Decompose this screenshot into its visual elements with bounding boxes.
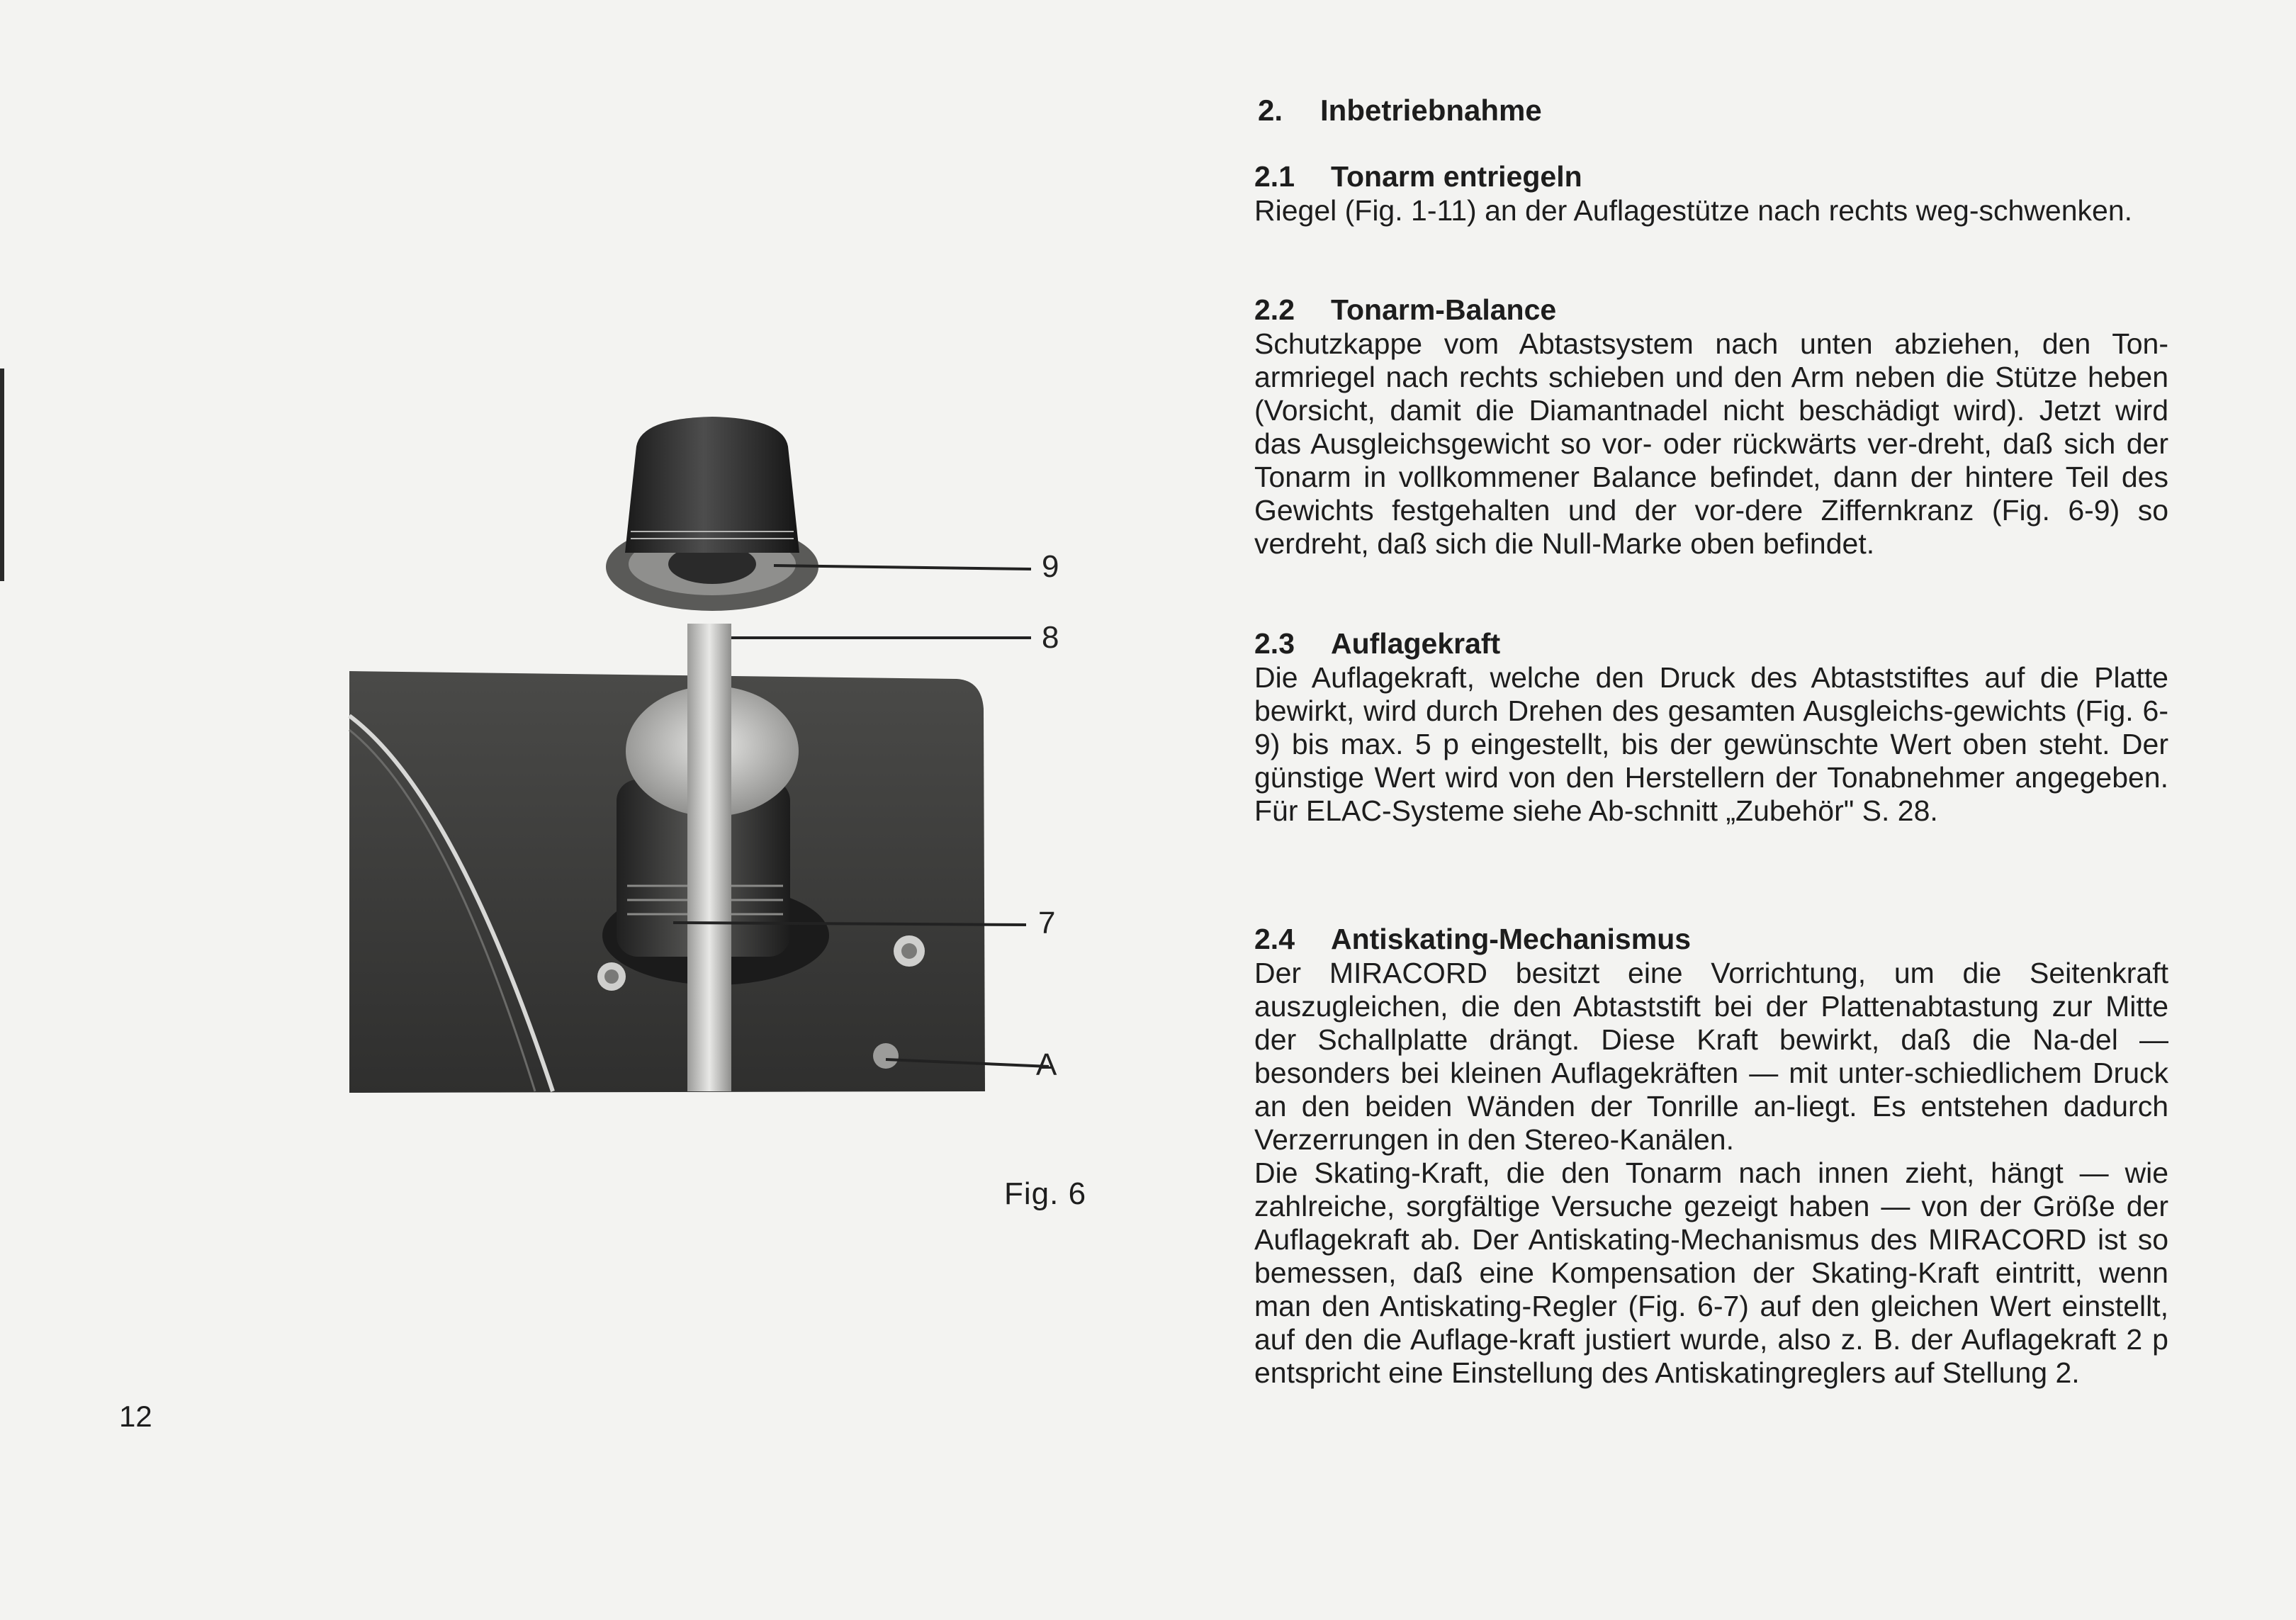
section-heading [1254, 159, 2296, 194]
figure-caption: Fig. 6 [1004, 1176, 1087, 1211]
section-paragraph: Riegel (Fig. 1-11) an der Auflagestütze nach rechts weg-schwenken. [1254, 194, 2133, 227]
section-paragraph: Schutzkappe vom Abtastsystem nach unten abziehen, den Ton-armriegel nach rechts schieben und den Arm neben die Stütze heben (Vorsicht, damit die Diamantnadel nicht beschädigt wird). Jetzt wird das Ausgleichsgewicht so vor- oder rückwärts ver-dreht, daß sich der Tonarm in vollkommener Balance befindet, dann der hintere Teil des Gewichts festgehalten und der vor-dere Ziffernkranz (Fig. 6-9) so verdreht, daß sich die Null-Marke oben befindet. [1254, 327, 2168, 560]
section-2-1 [1254, 159, 2296, 227]
section-title: Auflagekraft [1331, 627, 1501, 660]
section-2-2 [1254, 292, 2296, 561]
callout-8: 8 [1042, 620, 1059, 655]
callout-7: 7 [1038, 906, 1056, 940]
callout-a: A [1036, 1047, 1057, 1082]
section-title: Tonarm entriegeln [1331, 160, 1582, 193]
binding-edge-mark [0, 369, 4, 581]
section-number: 2.2 [1254, 293, 1295, 326]
figure-6 [340, 397, 1120, 1120]
section-2-4 [1254, 921, 2296, 1390]
chapter-heading [1258, 94, 1542, 128]
section-heading [1254, 292, 2296, 327]
section-paragraph: Die Skating-Kraft, die den Tonarm nach innen zieht, hängt — wie zahlreiche, sorgfältige Versuche gezeigt haben — von der Größe der Auflagekraft ab. Der Antiskating-Mechanismus des MIRACORD ist so bemessen, daß eine Kompensation der Skating-Kraft eintritt, wenn man den Antiskating-Regler (Fig. 6-7) auf den gleichen Wert einstellt, auf den die Auflage-kraft justiert wurde, also z. B. der Auflagekraft 2 p entspricht eine Einstellung des Antiskatingreglers auf Stellung 2. [1254, 1157, 2168, 1389]
right-page [1148, 0, 2296, 1620]
section-paragraph: Der MIRACORD besitzt eine Vorrichtung, um die Seitenkraft auszugleichen, die den Abtaststift bei der Plattenabtastung zur Mitte der Schallplatte drängt. Diese Kraft bewirkt, daß die Na-del — besonders bei kleinen Auflagekräften — mit unter-schiedlichem Druck an den beiden Wänden der Tonrille an-liegt. Es entstehen dadurch Verzerrungen in den Stereo-Kanälen. [1254, 957, 2168, 1156]
page-number: 12 [119, 1400, 152, 1433]
chapter-title: Inbetriebnahme [1320, 94, 1542, 127]
tonearm-photo [340, 397, 1120, 1120]
section-number: 2.3 [1254, 627, 1295, 660]
section-paragraph: Die Auflagekraft, welche den Druck des Abtaststiftes auf die Platte bewirkt, wird durch Drehen des gesamten Ausgleichs-gewichts (Fig. 6-9) bis max. 5 p eingestellt, bis der gewünschte Wert oben steht. Der günstige Wert wird von den Herstellern der Tonabnehmer angegeben. Für ELAC-Systeme siehe Ab-schnitt „Zubehör" S. 28. [1254, 661, 2168, 827]
callout-9: 9 [1042, 549, 1059, 584]
section-number: 2.1 [1254, 160, 1295, 193]
section-2-3 [1254, 626, 2296, 828]
section-heading [1254, 626, 2296, 661]
section-heading [1254, 921, 2296, 957]
section-number: 2.4 [1254, 923, 1295, 955]
section-title: Tonarm-Balance [1331, 293, 1557, 326]
chapter-number: 2. [1258, 94, 1283, 127]
section-title: Antiskating-Mechanismus [1331, 923, 1692, 955]
